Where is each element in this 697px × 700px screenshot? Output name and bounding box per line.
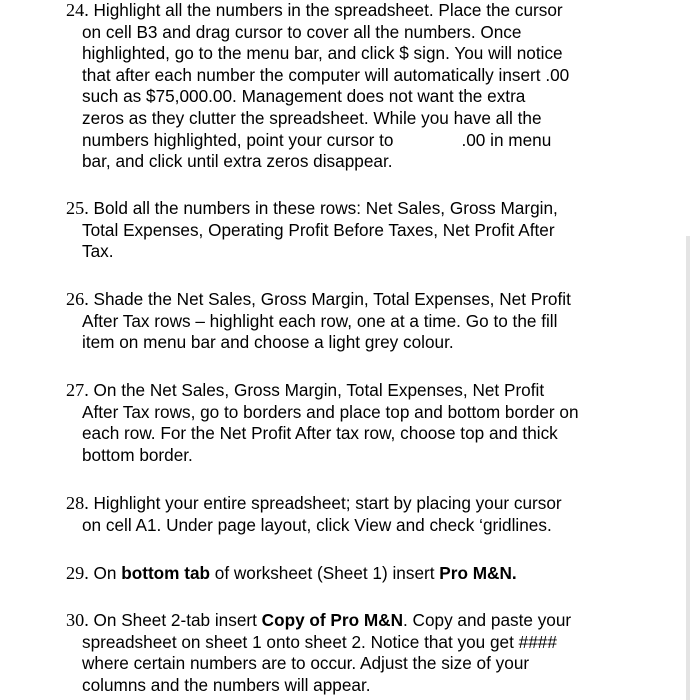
item-28-number: 28. (66, 493, 89, 513)
item-29-line-1 (66, 563, 626, 585)
item-24-line-6: zeros as they clutter the spreadsheet. While you have all the (82, 107, 542, 128)
item-24-text-7a: numbers highlighted, point your cursor to (82, 129, 394, 150)
instruction-item-29 (66, 563, 626, 585)
item-24-line-4: that after each number the computer will automatically insert .00 (82, 64, 570, 85)
item-30-bold-copy-pro-mn: Copy of Pro M&N (261, 610, 403, 630)
item-26-line-3: item on menu bar and choose a light grey colour. (82, 332, 454, 353)
item-28-line-1 (66, 493, 626, 515)
item-30-line-4: columns and the numbers will appear. (82, 674, 371, 695)
item-26-text-1: Shade the Net Sales, Gross Margin, Total Expenses, Net Profit (93, 289, 571, 309)
instruction-item-25 (66, 198, 626, 263)
item-25-line-1 (66, 198, 626, 220)
item-24-line-1 (66, 0, 626, 22)
item-30-text-b: . Copy and paste your (402, 610, 572, 630)
item-30-line-1 (66, 610, 626, 632)
item-29-text-b: of worksheet (Sheet 1) insert (210, 563, 440, 583)
item-30-line-3: where certain numbers are to occur. Adjust the size of your (82, 653, 530, 674)
item-25-line-2: Total Expenses, Operating Profit Before Taxes, Net Profit After (82, 219, 555, 240)
instruction-item-27 (66, 380, 626, 466)
item-24-line-2: on cell B3 and drag cursor to cover all the numbers. Once (82, 21, 522, 42)
item-27-line-3: each row. For the Net Profit After tax row, choose top and thick (82, 423, 558, 444)
item-28-line-2: on cell A1. Under page layout, click View and check ‘gridlines. (82, 514, 552, 535)
item-30-line-2: spreadsheet on sheet 1 onto sheet 2. Notice that you get #### (82, 631, 557, 652)
item-28-text-1: Highlight your entire spreadsheet; start by placing your cursor (93, 493, 562, 513)
item-25-line-3: Tax. (82, 241, 114, 262)
instruction-item-30 (66, 610, 626, 696)
item-27-line-1 (66, 380, 626, 402)
instruction-item-26 (66, 289, 626, 354)
item-24-line-7 (66, 130, 626, 152)
item-29-bold-pro-mn: Pro M&N. (439, 563, 517, 583)
item-24-line-8: bar, and click until extra zeros disappear. (82, 151, 393, 172)
item-27-line-4: bottom border. (82, 444, 193, 465)
item-29-bold-bottom-tab: bottom tab (121, 563, 211, 583)
instruction-item-24 (66, 0, 626, 173)
item-27-number: 27. (66, 380, 89, 400)
item-26-line-1 (66, 289, 626, 311)
item-25-number: 25. (66, 198, 89, 218)
item-29-number: 29. (66, 563, 89, 583)
item-27-line-2: After Tax rows, go to borders and place top and bottom border on (82, 401, 579, 422)
item-29-text-a: On (93, 563, 122, 583)
item-26-number: 26. (66, 289, 89, 309)
instruction-item-28 (66, 493, 626, 536)
item-27-text-1: On the Net Sales, Gross Margin, Total Expenses, Net Profit (93, 380, 545, 400)
item-30-text-a: On Sheet 2-tab insert (93, 610, 262, 630)
item-24-number: 24. (66, 0, 89, 20)
item-24-line-5: such as $75,000.00. Management does not want the extra (82, 86, 526, 107)
item-26-line-2: After Tax rows – highlight each row, one at a time. Go to the fill (82, 310, 558, 331)
item-24-text-1: Highlight all the numbers in the spreadsheet. Place the cursor (93, 0, 563, 20)
item-24-line-3: highlighted, go to the menu bar, and click $ sign. You will notice (82, 43, 563, 64)
item-24-text-7b: .00 in menu (461, 129, 552, 150)
vertical-scrollbar[interactable] (686, 236, 690, 700)
item-25-text-1: Bold all the numbers in these rows: Net Sales, Gross Margin, (93, 198, 558, 218)
item-30-number: 30. (66, 610, 89, 630)
